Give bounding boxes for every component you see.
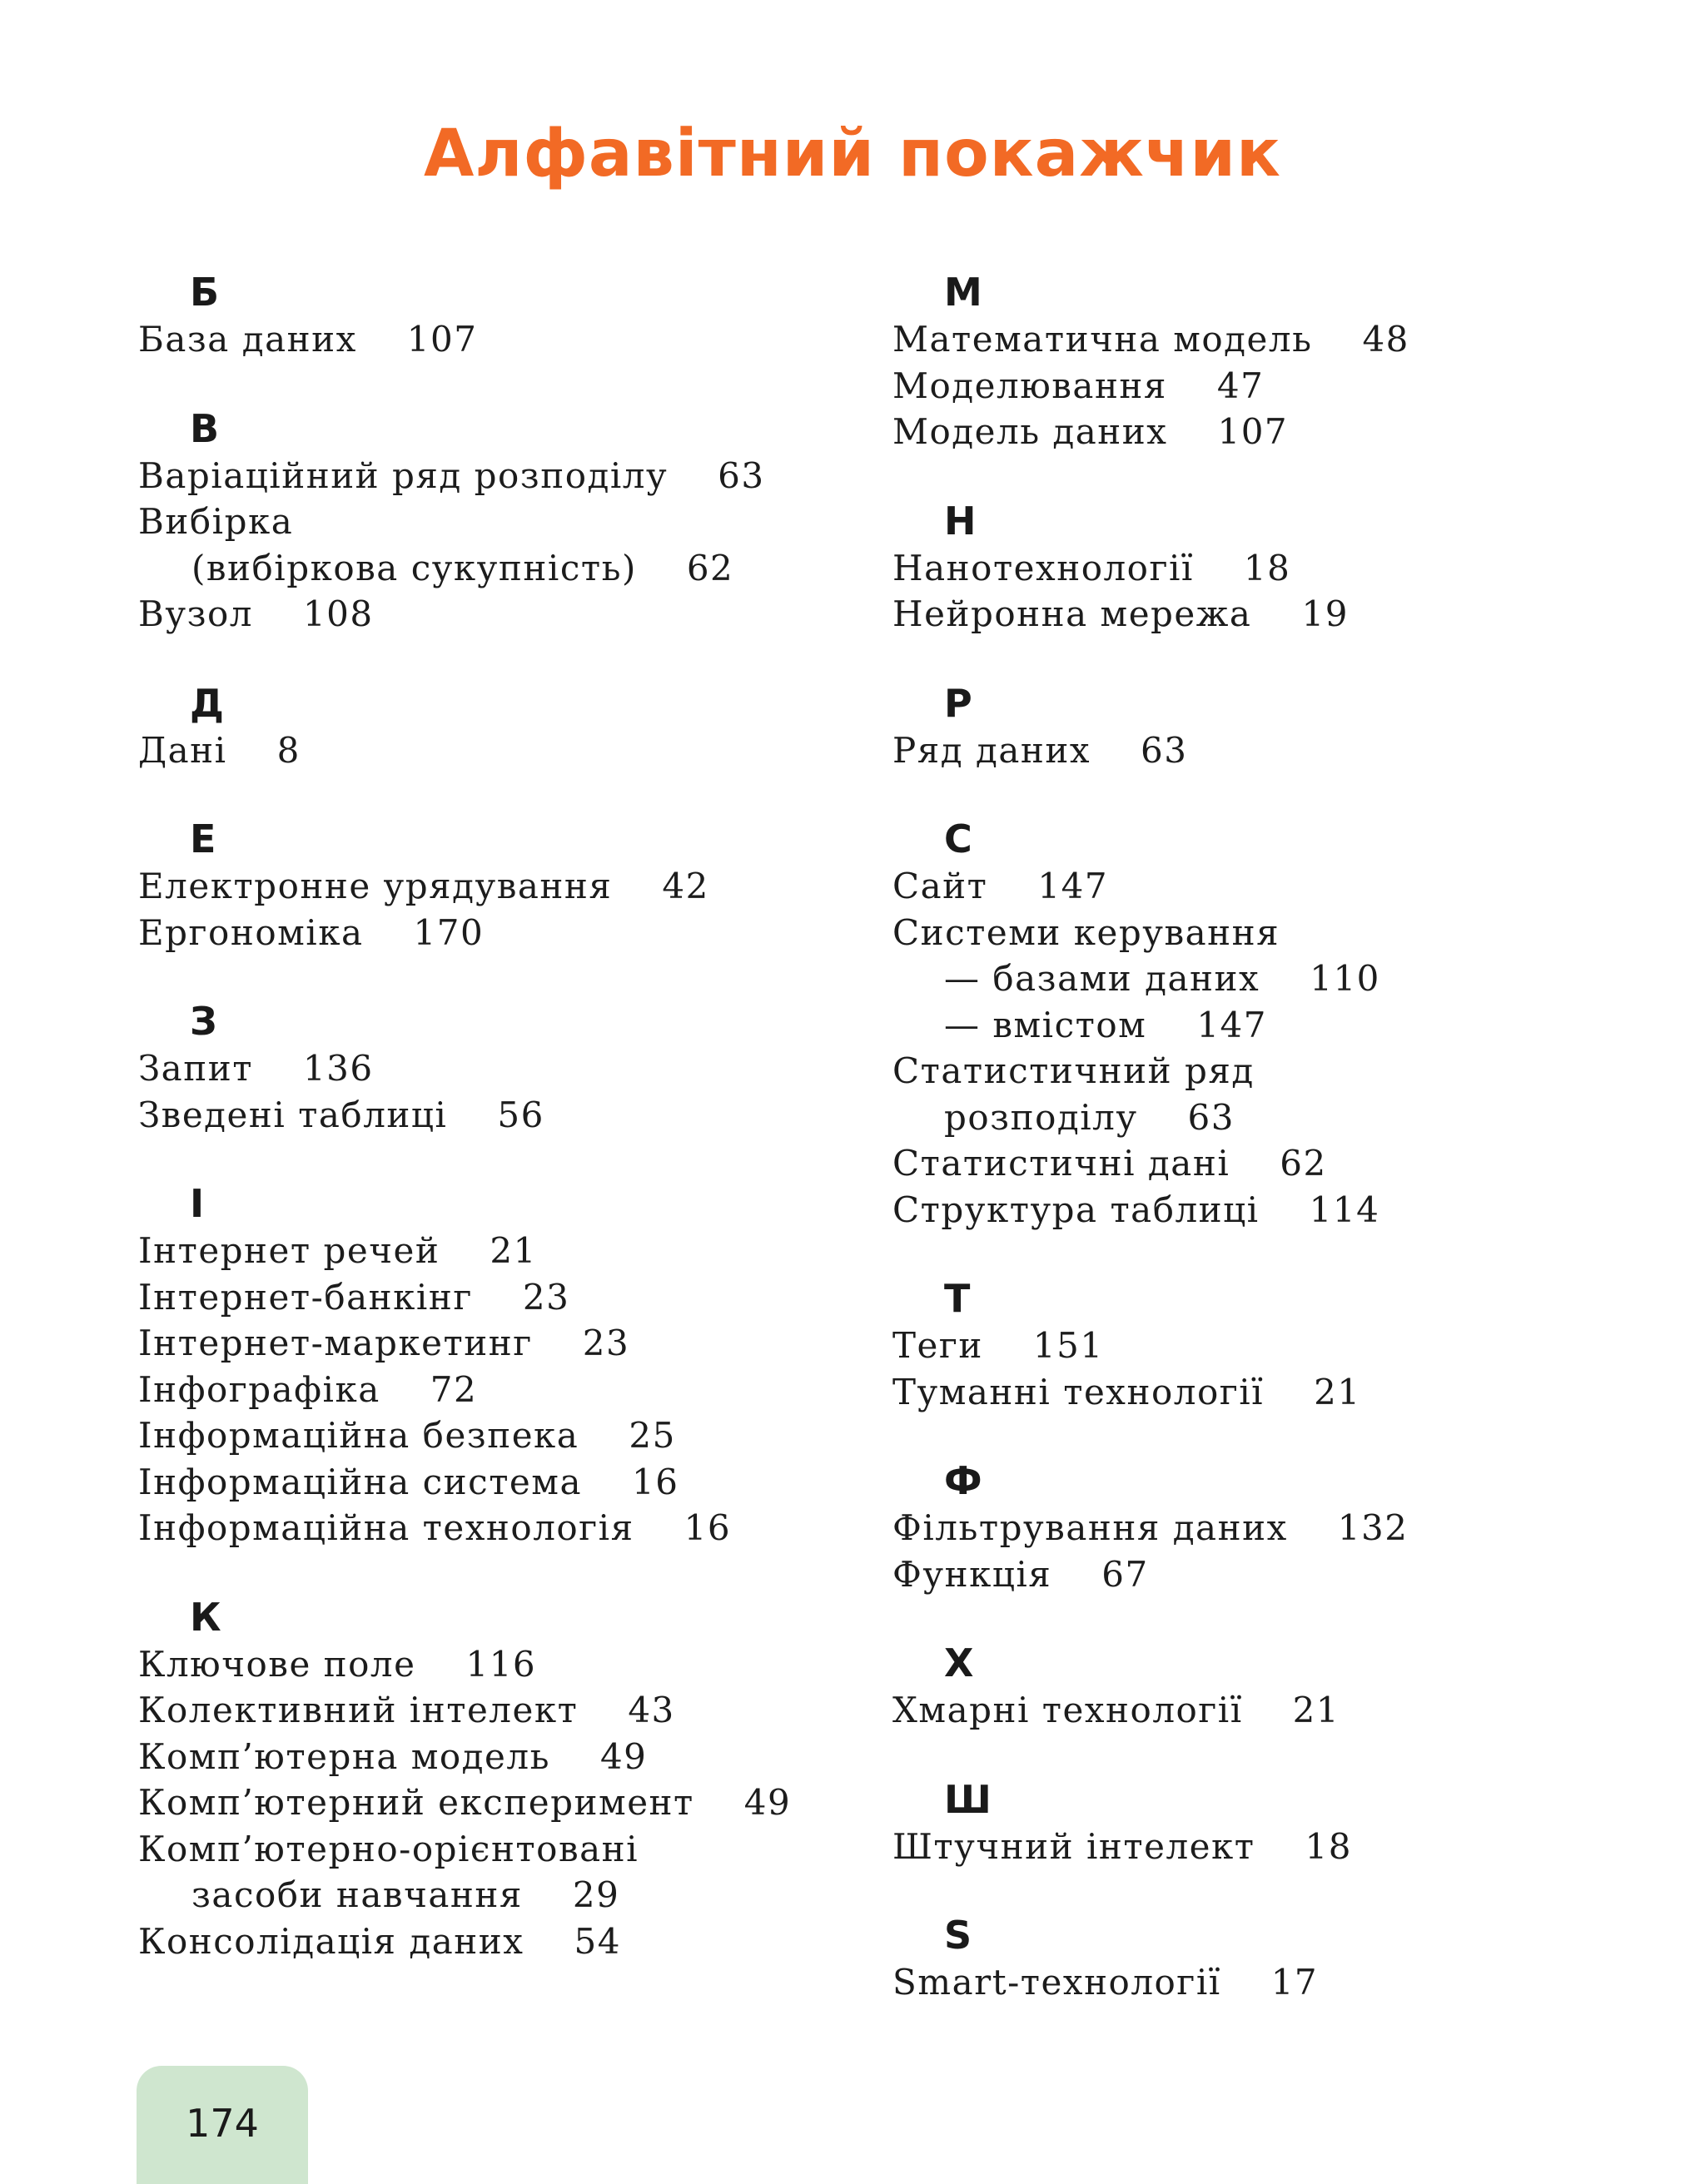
entry-term: Нейронна мережа: [892, 593, 1252, 634]
entry-page: 62: [1280, 1143, 1327, 1184]
index-section: [892, 815, 1642, 1233]
index-entry: [138, 1734, 871, 1780]
entry-page: 116: [465, 1643, 537, 1685]
entry-term: Запит: [138, 1048, 253, 1089]
entry-term: Комп’ютерний експеримент: [138, 1782, 694, 1823]
index-section: [892, 1274, 1642, 1415]
entry-term: Дані: [138, 729, 227, 771]
entry-term: — базами даних: [944, 958, 1260, 999]
entry-term: Фільтрування даних: [892, 1507, 1288, 1548]
entry-page: 49: [743, 1782, 792, 1823]
entry-term: Статистичний ряд: [892, 1050, 1255, 1091]
index-entry: [138, 591, 871, 638]
index-entry: [892, 1687, 1642, 1734]
entry-page: 170: [413, 911, 485, 953]
index-entry: [892, 591, 1642, 638]
entry-term: (вибіркова сукупність): [191, 547, 637, 588]
index-entry: [138, 316, 871, 363]
entry-page: 147: [1196, 1004, 1267, 1045]
entry-page: 110: [1310, 958, 1380, 999]
entry-term: Інтернет речей: [138, 1230, 440, 1271]
section-letter: К: [190, 1594, 221, 1640]
entry-page: 63: [1141, 729, 1188, 771]
entry-term: Інтернет-маркетинг: [138, 1323, 533, 1363]
index-entry: [892, 1140, 1642, 1187]
entry-page: 16: [632, 1461, 679, 1502]
entry-page: 23: [522, 1276, 570, 1318]
entry-page: 132: [1337, 1507, 1409, 1548]
entry-page: 114: [1309, 1189, 1380, 1230]
section-letter: Е: [190, 817, 216, 861]
entry-page: 62: [686, 547, 734, 588]
entry-term: Нанотехнології: [892, 547, 1194, 588]
entry-page: 48: [1362, 319, 1409, 360]
entry-term: Вузол: [138, 593, 253, 634]
index-section: [892, 1911, 1642, 2006]
index-subentry: [892, 956, 1642, 1002]
entry-term: Моделювання: [892, 365, 1167, 406]
entry-page: 67: [1101, 1553, 1149, 1595]
entry-page: 23: [582, 1323, 630, 1363]
index-entry: [138, 1505, 871, 1551]
entry-term: База даних: [138, 319, 357, 360]
section-letter: S: [944, 1913, 972, 1958]
index-entry: [892, 1323, 1642, 1369]
section-letter: І: [190, 1181, 205, 1226]
index-entry-continuation: [892, 1094, 1642, 1141]
section-letter: Р: [944, 680, 972, 726]
index-section: [138, 268, 871, 363]
entry-page: 107: [406, 319, 478, 360]
entry-page: 21: [1314, 1371, 1361, 1412]
index-entry: [138, 1092, 871, 1139]
index-entry: [892, 863, 1642, 910]
index-entry: [138, 1412, 871, 1459]
entry-term: Статистичні дані: [892, 1143, 1230, 1184]
index-section: [138, 1593, 871, 1965]
section-letter: Т: [944, 1276, 971, 1321]
entry-term: — вмістом: [944, 1004, 1147, 1045]
index-entry: [138, 499, 871, 545]
entry-term: Електронне урядування: [138, 866, 613, 906]
index-entry: [138, 1687, 871, 1734]
entry-page: 17: [1270, 1962, 1319, 2003]
index-entry: [892, 1505, 1642, 1551]
entry-page: 49: [599, 1735, 648, 1777]
entry-term: Штучний інтелект: [892, 1825, 1255, 1867]
entry-term: Сайт: [892, 866, 988, 906]
entry-term: Вибірка: [138, 501, 294, 542]
index-entry: [892, 545, 1642, 592]
section-letter: С: [944, 817, 972, 861]
page-number-tab: [137, 2066, 308, 2184]
index-section: [138, 405, 871, 638]
index-entry: [892, 1048, 1642, 1094]
index-entry: [138, 1320, 871, 1367]
index-entry: [138, 1367, 871, 1413]
entry-term: Ергономіка: [138, 911, 364, 953]
index-entry: [138, 1274, 871, 1321]
section-letter: В: [190, 405, 220, 451]
entry-term: Теги: [892, 1325, 983, 1366]
index-entry: [892, 1369, 1642, 1416]
index-entry: [892, 316, 1642, 363]
index-section: [138, 815, 871, 956]
entry-page: 63: [1187, 1096, 1235, 1138]
entry-term: Колективний інтелект: [138, 1690, 579, 1730]
entry-term: Ряд даних: [892, 729, 1091, 771]
entry-page: 29: [572, 1874, 620, 1915]
index-entry: [892, 1824, 1642, 1870]
section-letter: Ф: [944, 1458, 982, 1503]
entry-term: Інтернет-банкінг: [138, 1276, 473, 1318]
entry-term: Ключове поле: [138, 1643, 416, 1685]
entry-term: Функція: [892, 1553, 1052, 1595]
index-section: [892, 268, 1642, 455]
entry-page: 47: [1216, 365, 1265, 406]
entry-page: 108: [302, 593, 374, 634]
index-entry: [138, 863, 871, 910]
index-entry: [892, 363, 1642, 410]
entry-page: 56: [497, 1094, 544, 1135]
index-section: [892, 1457, 1642, 1597]
index-section: [892, 1639, 1642, 1734]
entry-term: Варіаційний ряд розподілу: [138, 454, 669, 496]
entry-page: 54: [574, 1920, 621, 1962]
entry-page: 19: [1301, 593, 1349, 634]
index-subentry: [892, 1002, 1642, 1049]
entry-page: 25: [629, 1415, 676, 1456]
entry-term: Туманні технології: [892, 1371, 1265, 1412]
section-letter: Х: [944, 1640, 974, 1685]
entry-page: 21: [1292, 1690, 1340, 1730]
index-column-left: [138, 268, 871, 2006]
index-entry-continuation: [138, 545, 871, 592]
index-section: [138, 997, 871, 1138]
page-number: 174: [186, 2101, 259, 2146]
entry-page: 42: [662, 866, 709, 906]
entry-term: Smart-технології: [892, 1962, 1221, 2003]
entry-term: Інформаційна технологія: [138, 1507, 634, 1548]
section-letter: Н: [944, 498, 977, 544]
entry-page: 18: [1305, 1825, 1352, 1867]
page-title: Алфавітний покажчик: [424, 117, 1281, 191]
index-entry: [138, 1641, 871, 1688]
index-section: [138, 679, 871, 774]
section-letter: Б: [190, 270, 220, 315]
entry-page: 151: [1032, 1325, 1104, 1366]
index-section: [892, 679, 1642, 774]
entry-term: Комп’ютерно-орієнтовані: [138, 1828, 639, 1869]
section-letter: З: [190, 999, 217, 1044]
index-entry: [892, 910, 1642, 956]
entry-page: 18: [1243, 547, 1291, 588]
index-entry: [138, 1459, 871, 1506]
index-entry: [138, 727, 871, 774]
entry-page: 147: [1037, 866, 1109, 906]
index-entry: [892, 409, 1642, 455]
section-letter: М: [944, 270, 982, 315]
index-entry: [138, 1228, 871, 1274]
index-section: [138, 1179, 871, 1551]
index-entry: [138, 453, 871, 499]
index-entry-continuation: [138, 1872, 871, 1918]
entry-page: 136: [302, 1048, 374, 1089]
entry-page: 107: [1217, 411, 1289, 452]
index-entry: [892, 1551, 1642, 1598]
index-section: [892, 1775, 1642, 1870]
entry-term: Хмарні технології: [892, 1690, 1243, 1730]
entry-page: 72: [430, 1368, 478, 1410]
entry-page: 21: [490, 1230, 537, 1271]
index-section: [892, 497, 1642, 638]
entry-term: Консолідація даних: [138, 1920, 524, 1962]
index-entry: [138, 1918, 871, 1965]
entry-term: Інформаційна безпека: [138, 1415, 579, 1456]
entry-term: Комп’ютерна модель: [138, 1735, 550, 1777]
index-entry: [138, 1779, 871, 1826]
entry-term: Модель даних: [892, 411, 1168, 452]
index-entry: [138, 1045, 871, 1092]
entry-term: засоби навчання: [191, 1874, 523, 1915]
entry-term: Інформаційна система: [138, 1461, 582, 1502]
entry-page: 63: [718, 454, 765, 496]
entry-term: Інфографіка: [138, 1368, 380, 1410]
index-entry: [892, 1959, 1642, 2006]
index-column-right: [892, 268, 1642, 2048]
section-letter: Д: [190, 680, 224, 726]
entry-page: 16: [683, 1507, 732, 1548]
index-entry: [138, 1826, 871, 1873]
section-letter: Ш: [944, 1776, 992, 1822]
entry-page: 8: [276, 729, 301, 771]
index-entry: [892, 1187, 1642, 1233]
entry-term: розподілу: [944, 1096, 1138, 1138]
entry-term: Математична модель: [892, 319, 1313, 360]
index-entry: [892, 727, 1642, 774]
entry-term: Системи керування: [892, 911, 1280, 953]
entry-term: Зведені таблиці: [138, 1094, 448, 1135]
entry-term: Структура таблиці: [892, 1189, 1260, 1230]
entry-page: 43: [628, 1690, 675, 1730]
index-entry: [138, 910, 871, 956]
